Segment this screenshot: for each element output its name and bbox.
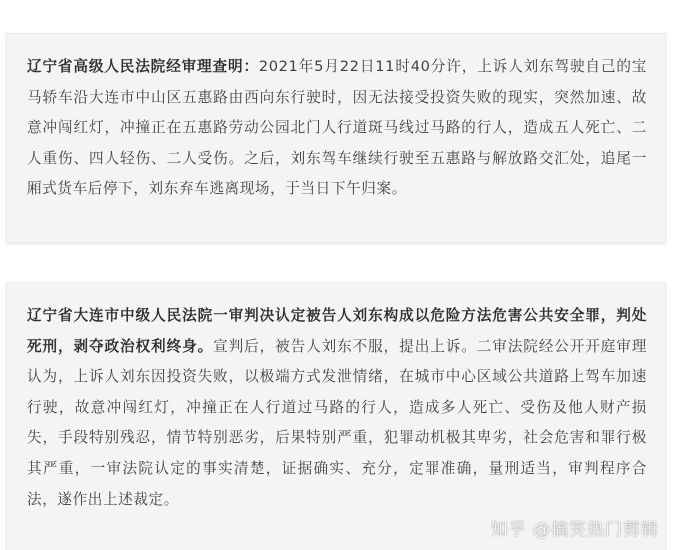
paragraph-body: 宣判后，被告人刘东不服，提出上诉。二审法院经公开开庭审理认为，上诉人刘东因投资失败，以极端方式发泄情绪，在城市中心区域公共道路上驾车加速行驶，故意冲闯红灯，冲撞正在人行道过马路的行人，造成多人死亡、受伤及他人财产损失，手段特别残忍，情节特别恶劣，后果特别严重，犯罪动机极其卑劣，社会危害和罪行极其严重，一审法院认定的事实清楚，证据确实、充分，定罪准确，量刑适当，审判程序合法，遂作出上述裁定。 xyxy=(27,337,647,508)
quote-card-provincial-court xyxy=(6,33,666,243)
quote-card-intermediate-court xyxy=(6,282,666,550)
zhihu-watermark: 知乎 @搞笑热门剪辑 xyxy=(490,520,659,540)
paragraph-body: 2021年5月22日11时40分许，上诉人刘东驾驶自己的宝马轿车沿大连市中山区五惠路由西向东行驶时，因无法接受投资失败的现实，突然加速、故意冲闯红灯，冲撞正在五惠路劳动公园北门人行道斑马线过马路的行人，造成五人死亡、二人重伤、四人轻伤、二人受伤。之后，刘东驾车继续行驶至五惠路与解放路交汇处，追尾一厢式货车后停下，刘东弃车逃离现场，于当日下午归案。 xyxy=(27,58,647,198)
paragraph-lead: 辽宁省大连市中级人民法院一审判决认定被告人刘东构成以危险方法危害公共安全罪，判处死刑，剥夺政治权利终身。 xyxy=(27,307,647,355)
paragraph-lead: 辽宁省高级人民法院经审理查明： xyxy=(27,58,259,75)
